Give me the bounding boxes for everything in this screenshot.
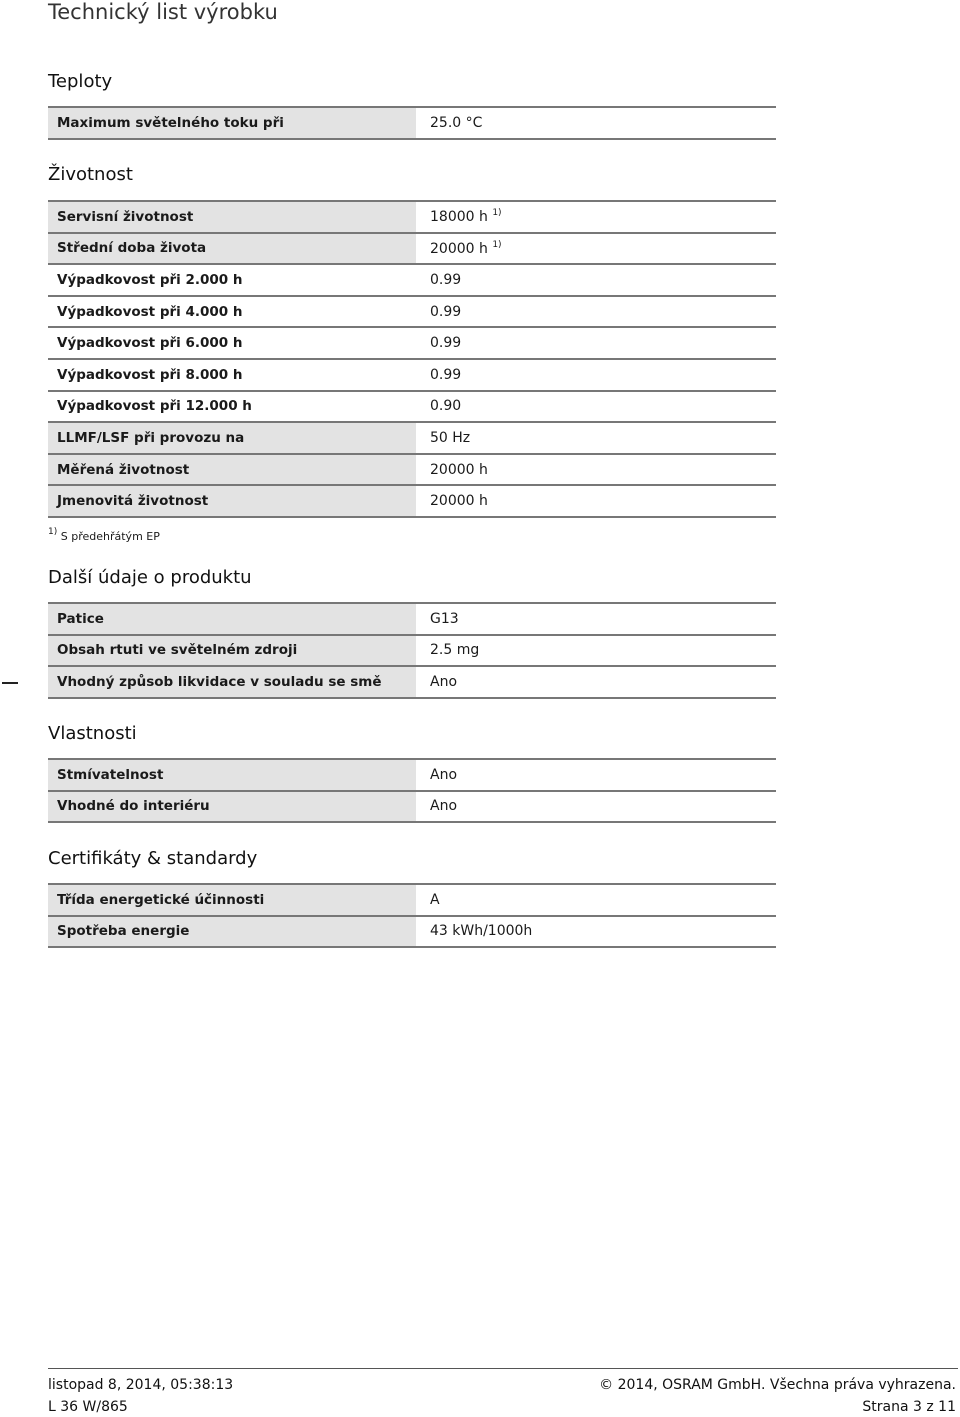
footnote-text: S předehřátým EP	[60, 530, 160, 543]
table-row	[48, 201, 776, 233]
row-label: Vhodný způsob likvidace v souladu se smě	[48, 666, 416, 698]
section-title-vlastnosti: Vlastnosti	[48, 723, 137, 744]
footnote-mark: 1)	[48, 527, 58, 537]
table-zivotnost	[48, 200, 776, 518]
row-value: Ano	[421, 759, 776, 791]
section-title-zivotnost: Životnost	[48, 164, 133, 185]
row-label: Výpadkovost při 6.000 h	[48, 327, 416, 359]
table-certifikaty	[48, 883, 776, 948]
row-label: Výpadkovost při 2.000 h	[48, 264, 416, 296]
table-teploty	[48, 106, 776, 140]
table-row	[48, 107, 776, 139]
table-row	[48, 391, 776, 423]
footer-divider	[48, 1368, 958, 1369]
table-row	[48, 635, 776, 667]
row-label: Patice	[48, 603, 416, 635]
row-label: Měřená životnost	[48, 454, 416, 486]
table-row	[48, 233, 776, 265]
row-value: G13	[421, 603, 776, 635]
row-label: Obsah rtuti ve světelném zdroji	[48, 635, 416, 667]
row-value: 0.90	[421, 391, 776, 423]
row-value: Ano	[421, 791, 776, 823]
row-value: 20000 h $^{1)}$	[421, 233, 776, 265]
table-row	[48, 264, 776, 296]
row-value: 25.0 °C	[421, 107, 776, 139]
table-row	[48, 296, 776, 328]
table-row	[48, 666, 776, 698]
row-label: Spotřeba energie	[48, 916, 416, 948]
row-label: Jmenovitá životnost	[48, 485, 416, 517]
row-value: 43 kWh/1000h	[421, 916, 776, 948]
footer-date: listopad 8, 2014, 05:38:13	[48, 1377, 234, 1393]
table-dalsi	[48, 602, 776, 699]
row-label: Výpadkovost při 12.000 h	[48, 391, 416, 423]
footnote-ref: 1)	[492, 239, 502, 250]
table-row	[48, 485, 776, 517]
section-title-dalsi: Další údaje o produktu	[48, 567, 252, 588]
table-row	[48, 791, 776, 823]
row-label: Střední doba života	[48, 233, 416, 265]
row-label: Maximum světelného toku při	[48, 107, 416, 139]
row-label: LLMF/LSF při provozu na	[48, 422, 416, 454]
table-row	[48, 359, 776, 391]
table-row	[48, 759, 776, 791]
row-label: Vhodné do interiéru	[48, 791, 416, 823]
footer-copyright: © 2014, OSRAM GmbH. Všechna práva vyhrazena.	[599, 1377, 956, 1393]
table-row	[48, 422, 776, 454]
row-value: 0.99	[421, 359, 776, 391]
row-value: 0.99	[421, 327, 776, 359]
table-row	[48, 454, 776, 486]
row-label: Stmívatelnost	[48, 759, 416, 791]
section-title-teploty: Teploty	[48, 71, 113, 92]
row-label: Výpadkovost při 4.000 h	[48, 296, 416, 328]
page-title: Technický list výrobku	[48, 0, 278, 24]
row-value: 20000 h	[421, 454, 776, 486]
row-label: Třída energetické účinnosti	[48, 884, 416, 916]
table-row	[48, 327, 776, 359]
row-value: 20000 h	[421, 485, 776, 517]
row-value: Ano	[421, 666, 776, 698]
footnote	[48, 527, 160, 543]
footer-page-number: Strana 3 z 11	[862, 1399, 956, 1415]
table-row	[48, 916, 776, 948]
table-row	[48, 884, 776, 916]
row-value: 18000 h $^{1)}$	[421, 201, 776, 233]
footer-product: L 36 W/865	[48, 1399, 128, 1415]
row-label: Servisní životnost	[48, 201, 416, 233]
footnote-ref: 1)	[492, 208, 502, 219]
table-vlastnosti	[48, 758, 776, 823]
row-value: A	[421, 884, 776, 916]
row-value: 2.5 mg	[421, 635, 776, 667]
section-title-certifikaty: Certifikáty & standardy	[48, 848, 258, 869]
row-value: 0.99	[421, 264, 776, 296]
row-value: 50 Hz	[421, 422, 776, 454]
row-label: Výpadkovost při 8.000 h	[48, 359, 416, 391]
row-value: 0.99	[421, 296, 776, 328]
table-row	[48, 603, 776, 635]
margin-mark	[2, 682, 18, 684]
